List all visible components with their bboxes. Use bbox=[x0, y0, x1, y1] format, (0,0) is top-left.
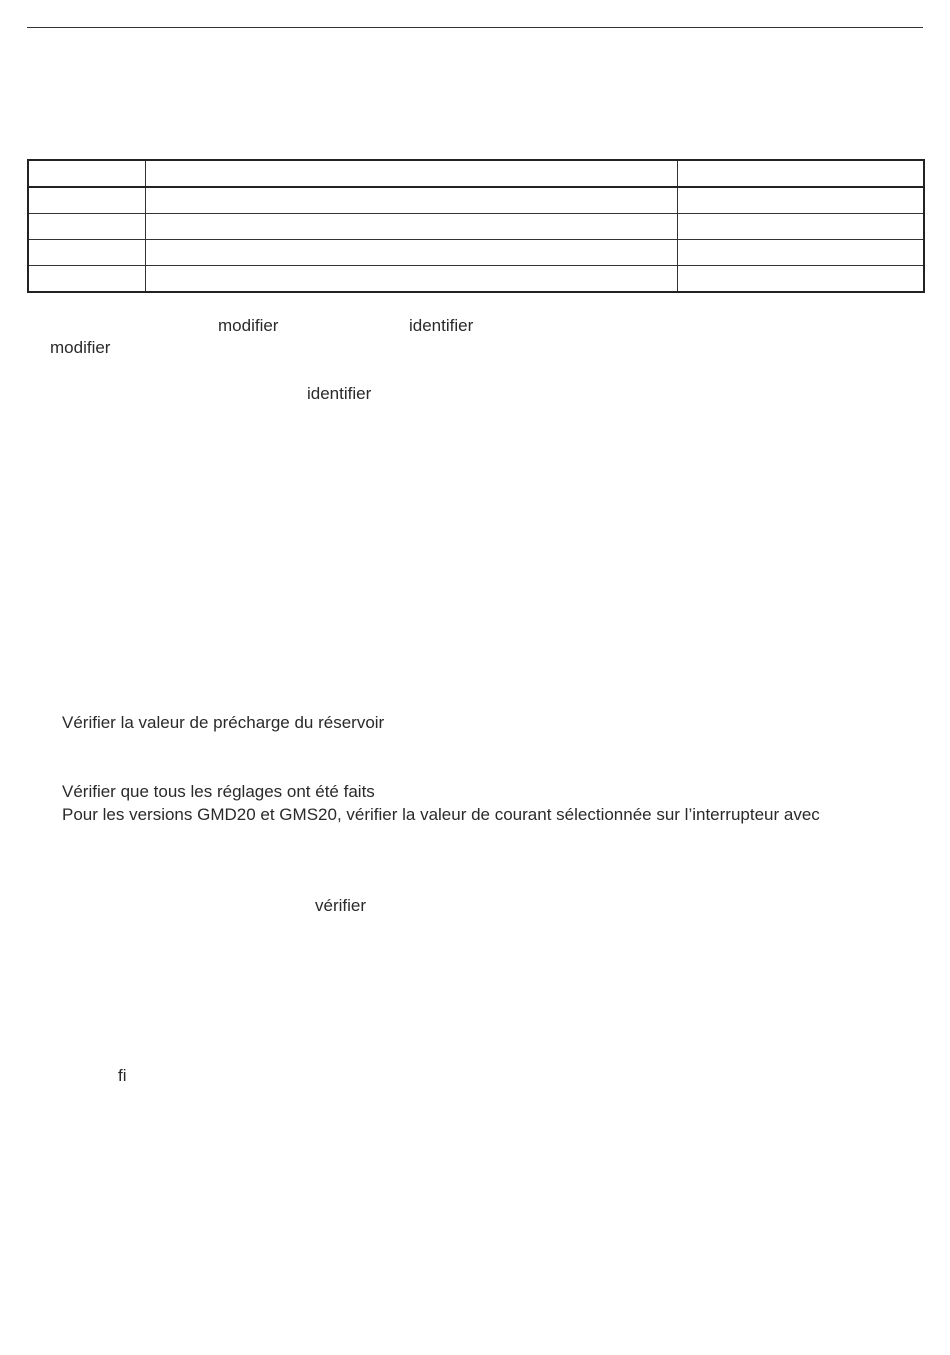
text-verifier: vérifier bbox=[315, 896, 367, 915]
table-row bbox=[28, 214, 924, 240]
table-row bbox=[28, 240, 924, 266]
text-verify-settings: Vérifier que tous les réglages ont été faits bbox=[62, 782, 375, 801]
text-versions-line: Pour les versions GMD20 et GMS20, vérifier la valeur de courant sélectionnée sur l’interrupteur avec bbox=[62, 805, 820, 824]
table-row bbox=[28, 266, 924, 293]
text-modifier: modifier bbox=[218, 316, 279, 335]
empty-table bbox=[27, 159, 925, 293]
text-verify-precharge: Vérifier la valeur de précharge du réservoir bbox=[62, 713, 385, 732]
text-modifier: modifier bbox=[50, 338, 111, 357]
top-rule bbox=[27, 27, 923, 28]
table-header-row bbox=[28, 160, 924, 187]
text-fi: fi bbox=[118, 1066, 127, 1085]
text-identifier: identifier bbox=[409, 316, 474, 335]
table-row bbox=[28, 187, 924, 214]
text-identifier: identifier bbox=[307, 384, 372, 403]
